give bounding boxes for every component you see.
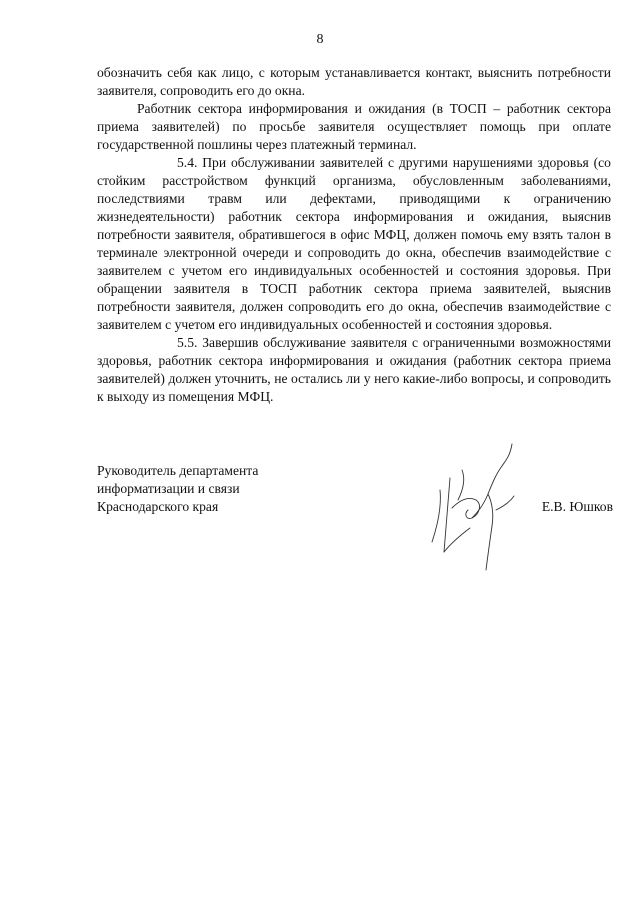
- handwritten-signature: [422, 430, 522, 580]
- signer-position-line: Руководитель департамента: [97, 463, 259, 478]
- paragraph-text: Работник сектора информирования и ожидания (в ТОСП – работник сектора приема заявителей) по просьбе заявителя осуществляет помощь при оплате государственной пошлины через платежный терминал.: [97, 101, 611, 152]
- paragraph-5-5: [97, 334, 611, 406]
- paragraph-number: 5.4.: [177, 155, 198, 170]
- paragraph-continuation: [97, 64, 611, 100]
- paragraph-text: Завершив обслуживание заявителя с ограниченными возможностями здоровья, работник сектора информирования и ожидания (работник сектора приема заявителей) должен уточнить, не остались ли у него какие-либо вопросы, и сопроводить к выходу из помещения МФЦ.: [97, 335, 612, 404]
- signer-position-line: информатизации и связи: [97, 481, 240, 496]
- signer-name: Е.В. Юшков: [541, 499, 613, 514]
- paragraph-payment-help: [97, 100, 611, 154]
- paragraph-text: При обслуживании заявителей с другими нарушениями здоровья (со стойким расстройством функций организма, обусловленным заболеваниями, последствиями травм или дефектами, приводящими к ограничению жизнедеятельности) работник сектора информирования и ожидания, выяснив потребности заявителя, обратившегося в офис МФЦ, должен помочь ему взять талон в терминале электронной очереди и сопроводить до окна, обеспечив взаимодействие с заявителем с учетом его индивидуальных особенностей и состояния здоровья. При обращении заявителя в ТОСП работник сектора приема заявителей, выяснив потребности заявителя, должен сопроводить его до окна, обеспечив взаимодействие с заявителем с учетом его индивидуальных особенностей и состояния здоровья.: [97, 155, 611, 332]
- paragraph-number: 5.5.: [177, 335, 198, 350]
- paragraph-5-4: [97, 154, 611, 334]
- document-body: [97, 64, 611, 406]
- signer-position-line: Краснодарского края: [97, 499, 219, 514]
- page-number: 8: [316, 32, 324, 47]
- paragraph-text: обозначить себя как лицо, с которым устанавливается контакт, выяснить потребности заявителя, сопроводить его до окна.: [97, 65, 611, 98]
- signer-position: [97, 462, 258, 516]
